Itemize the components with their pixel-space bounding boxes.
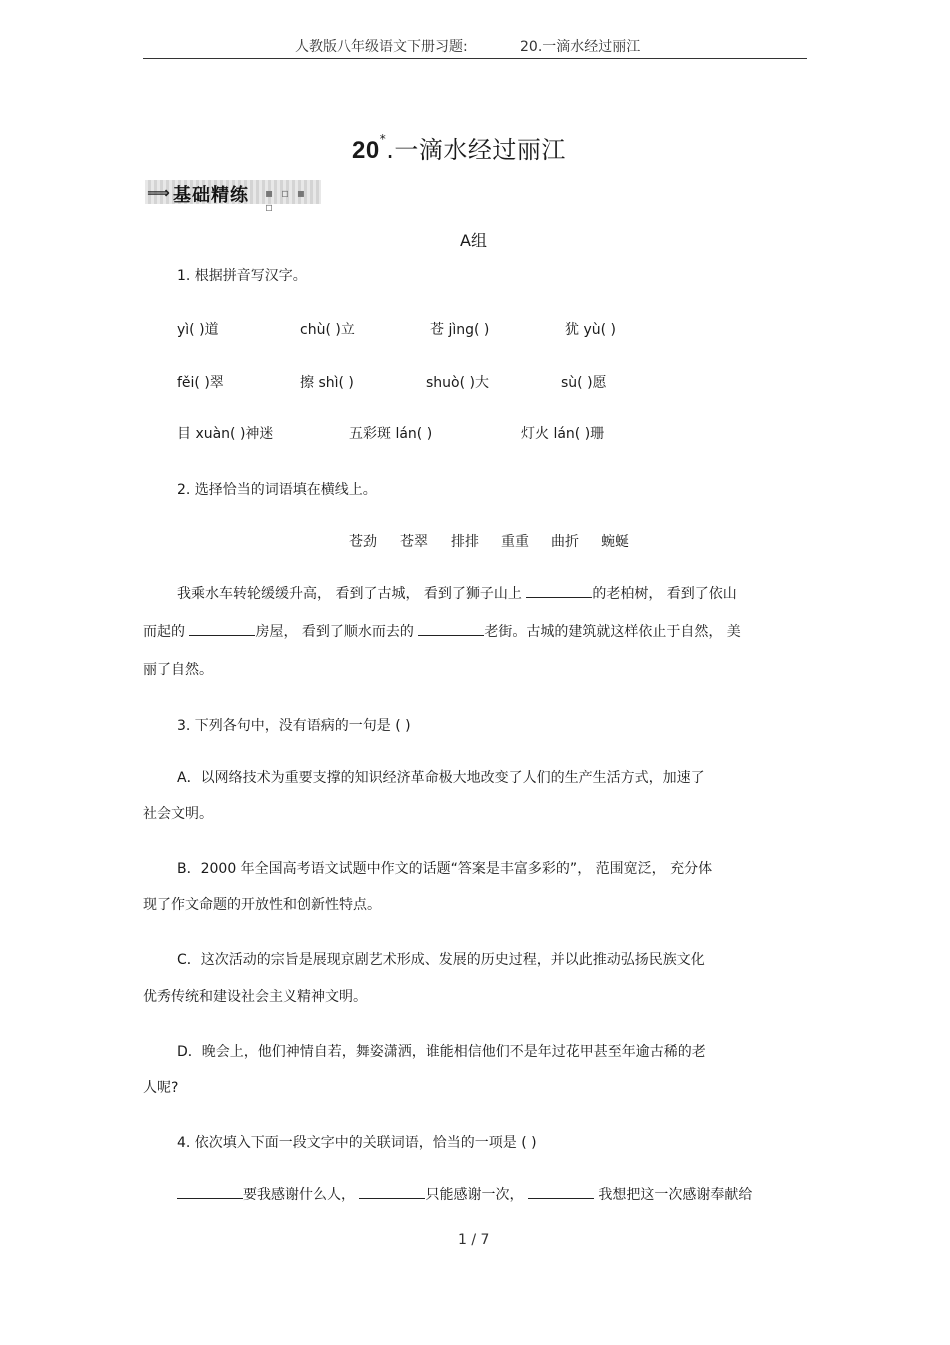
q2-prompt: 2. 选择恰当的词语填在横线上。 xyxy=(177,482,377,498)
q3-option-d: D．晚会上，他们神情自若，舞姿潇洒，谁能相信他们不是年过花甲甚至年逾古稀的老 xyxy=(177,1044,706,1060)
q2-word: 苍劲 xyxy=(349,534,377,550)
title-text: .一滴水经过丽江 xyxy=(386,136,566,164)
q1-item: yì( )道 xyxy=(177,322,219,338)
q2-word: 苍翠 xyxy=(400,534,428,550)
q3-option-a-cont: 社会文明。 xyxy=(143,806,213,822)
q4-text: 要我感谢什么人， xyxy=(243,1187,360,1203)
q3-option-c: C．这次活动的宗旨是展现京剧艺术形成、发展的历史过程，并以此推动弘扬民族文化 xyxy=(177,952,705,968)
q1-prompt: 1. 根据拼音写汉字。 xyxy=(177,268,307,284)
q2-word: 排排 xyxy=(451,534,479,550)
dots-decoration: ▪ ▫ ▪ ▫ xyxy=(265,186,308,214)
q4-text: 我想把这一次感谢奉献给 xyxy=(593,1187,753,1203)
q3-option-b-cont: 现了作文命题的开放性和创新性特点。 xyxy=(143,897,381,913)
page-header xyxy=(143,34,807,59)
q2-paragraph-line xyxy=(143,621,741,641)
q3-option-a: A．以网络技术为重要支撑的知识经济革命极大地改变了人们的生产生活方式，加速了 xyxy=(177,770,705,786)
q2-text: 的老柏树， 看到了依山 xyxy=(592,586,737,602)
header-lesson-title: 20.一滴水经过丽江 xyxy=(520,39,641,55)
q1-item: sù( )愿 xyxy=(561,375,607,391)
arrow-icon: ⟹ xyxy=(147,183,170,202)
q1-item: 苍 jìng( ) xyxy=(430,322,490,338)
q3-option-b: B．2000 年全国高考语文试题中作文的话题“答案是丰富多彩的”， 范围宽泛， 充分体 xyxy=(177,861,713,877)
q1-item: chù( )立 xyxy=(300,322,355,338)
section-banner-label: 基础精练 xyxy=(173,185,249,206)
q2-text: 我乘水车转轮缓缓升高， 看到了古城， 看到了狮子山上 xyxy=(177,586,527,602)
q2-paragraph-line: 丽了自然。 xyxy=(143,662,213,678)
answer-blank[interactable] xyxy=(177,1184,243,1199)
answer-blank[interactable] xyxy=(418,621,484,636)
q2-paragraph-line xyxy=(177,583,737,603)
page-title xyxy=(352,130,566,165)
q2-word: 重重 xyxy=(501,534,529,550)
title-star: * xyxy=(379,132,387,146)
answer-blank[interactable] xyxy=(189,621,255,636)
q2-text: 而起的 xyxy=(143,624,190,640)
answer-blank[interactable] xyxy=(528,1184,594,1199)
q3-prompt: 3. 下列各句中，没有语病的一句是 ( ) xyxy=(177,718,411,734)
q4-text: 只能感谢一次， xyxy=(425,1187,528,1203)
q2-text: 房屋， 看到了顺水而去的 xyxy=(255,624,419,640)
q4-sentence xyxy=(177,1184,752,1204)
q1-item: fěi( )翠 xyxy=(177,375,224,391)
q2-word: 曲折 xyxy=(551,534,579,550)
q1-item: 犹 yù( ) xyxy=(565,322,616,338)
q1-item: shuò( )大 xyxy=(426,375,489,391)
header-book-title: 人教版八年级语文下册习题: xyxy=(295,39,468,55)
q4-prompt: 4. 依次填入下面一段文字中的关联词语，恰当的一项是 ( ) xyxy=(177,1135,537,1151)
q2-text: 老街。古城的建筑就这样依止于自然， 美 xyxy=(484,624,741,640)
q1-item: 灯火 lán( )珊 xyxy=(521,426,605,442)
q2-word: 蜿蜒 xyxy=(601,534,629,550)
group-heading: A组 xyxy=(460,231,487,250)
answer-blank[interactable] xyxy=(359,1184,425,1199)
title-number: 20 xyxy=(352,137,380,164)
answer-blank[interactable] xyxy=(526,583,592,598)
q3-option-c-cont: 优秀传统和建设社会主义精神文明。 xyxy=(143,989,367,1005)
q1-item: 五彩斑 lán( ) xyxy=(349,426,433,442)
q1-item: 目 xuàn( )神迷 xyxy=(177,426,274,442)
q3-option-d-cont: 人呢? xyxy=(143,1080,179,1096)
section-banner xyxy=(145,180,321,214)
page-number: 1 / 7 xyxy=(458,1232,490,1248)
q1-item: 擦 shì( ) xyxy=(300,375,354,391)
